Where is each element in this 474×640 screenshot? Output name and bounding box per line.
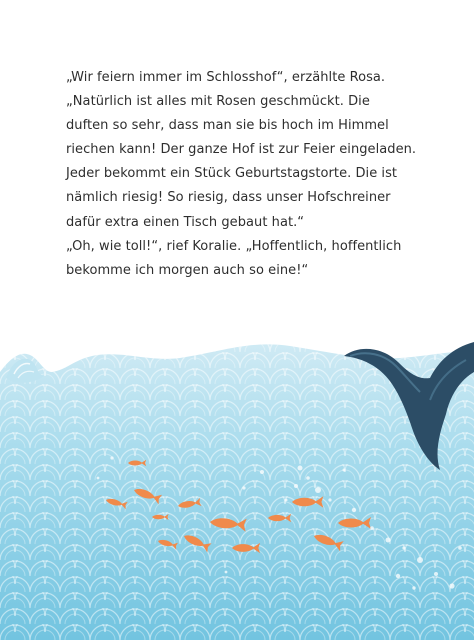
story-line: dafür extra einen Tisch gebaut hat.“ (66, 214, 305, 230)
story-line: duften so sehr, dass man sie bis hoch im Himmel (66, 118, 389, 134)
story-line: riechen kann! Der ganze Hof ist zur Feier eingeladen. (66, 142, 417, 158)
story-line: nämlich riesig! So riesig, dass unser Hofschreiner (66, 190, 391, 206)
story-line: „Natürlich ist alles mit Rosen geschmückt. Die (66, 94, 370, 110)
story-line: „Wir feiern immer im Schlosshof“, erzählte Rosa. (66, 70, 386, 85)
story-line: „Oh, wie toll!“, rief Koralie. „Hoffentlich, hoffentlich (66, 238, 402, 254)
story-line: bekomme ich morgen auch so eine!“ (66, 262, 309, 278)
story-line: Jeder bekommt ein Stück Geburtstagstorte. Die ist (66, 166, 398, 182)
